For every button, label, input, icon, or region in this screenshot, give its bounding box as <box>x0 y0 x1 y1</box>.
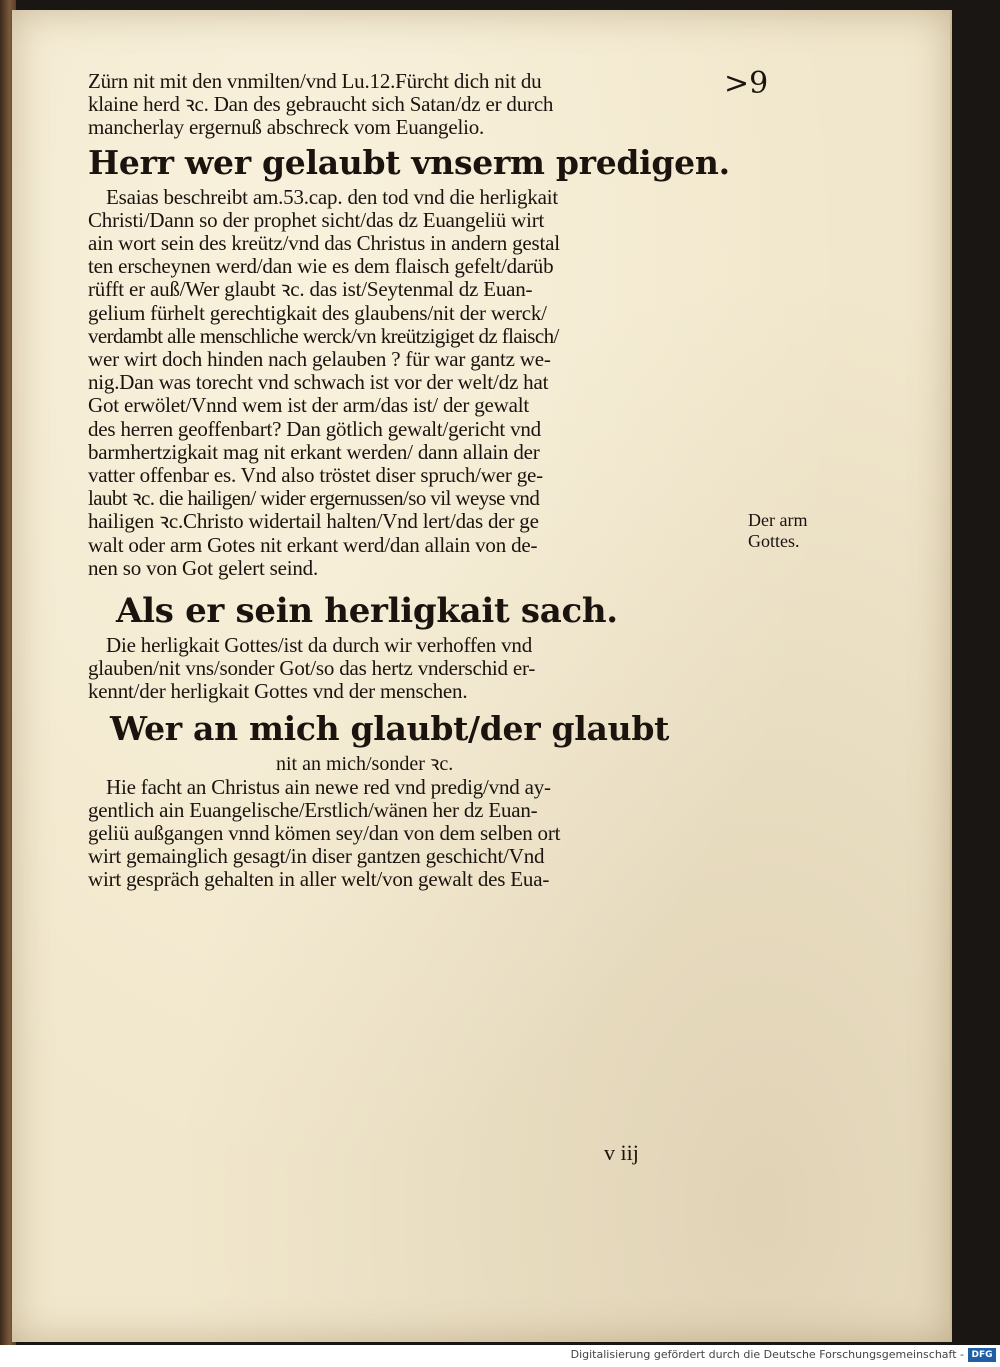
text-line: Die herligkait Gottes/ist da durch wir verhoffen vnd <box>106 633 533 658</box>
footer-bar <box>0 1345 1000 1367</box>
main-text-block <box>88 70 748 892</box>
text-line: Esaias beschreibt am.53.cap. den tod vnd die herligkait <box>106 184 559 209</box>
folio-number: >9 <box>724 66 769 101</box>
text-line: klaine herd ꝛc. Dan des gebraucht sich Satan/dz er durch <box>88 92 554 117</box>
text-line: gentlich ain Euangelische/Erstlich/wänen her dz Euan- <box>88 797 538 822</box>
text-line: wirt gespräch gehalten in aller welt/von gewalt des Eua- <box>88 867 550 892</box>
text-line: laubt ꝛc. die hailigen/ wider ergernussen/so vil weyse vnd <box>88 486 540 511</box>
text-line: vatter offenbar es. Vnd also tröstet diser spruch/wer ge- <box>88 463 543 488</box>
text-line: mancherlay ergernuß abschreck vom Euangelio. <box>88 115 485 140</box>
text-line: des herren geoffenbart? Dan götlich gewalt/gericht vnd <box>88 416 541 441</box>
text-line: Got erwölet/Vnnd wem ist der arm/das ist/ der gewalt <box>88 393 529 418</box>
section-heading-continuation: nit an mich/sonder ꝛc. <box>276 752 454 775</box>
text-line: wer wirt doch hinden nach gelauben ? für war gantz we- <box>88 347 551 372</box>
text-line: nen so von Got gelert seind. <box>88 555 319 580</box>
text-line: barmhertzigkait mag nit erkant werden/ dann allain der <box>88 439 540 464</box>
text-line: geliü außgangen vnnd kömen sey/dan von dem selben ort <box>88 821 561 846</box>
text-line: glauben/nit vns/sonder Got/so das hertz vnderschid er- <box>88 656 536 681</box>
dfg-logo: DFG <box>968 1348 996 1362</box>
signature-mark: v iij <box>604 1140 639 1165</box>
text-line: nig.Dan was torecht vnd schwach ist vor der welt/dz hat <box>88 370 549 395</box>
text-line: ain wort sein des kreütz/vnd das Christus in andern gestal <box>88 231 560 256</box>
text-line: Zürn nit mit den vnmilten/vnd Lu.12.Fürcht dich nit du <box>88 69 542 93</box>
section-heading: Herr wer gelaubt vnserm predigen. <box>88 142 730 182</box>
text-line: Hie facht an Christus ain newe red vnd predig/vnd ay- <box>106 774 551 799</box>
text-line: walt oder arm Gotes nit erkant werd/dan allain von de- <box>88 532 538 557</box>
marginal-note-line: Der arm <box>748 510 808 530</box>
text-line: Christi/Dann so der prophet sicht/das dz Euangeliü wirt <box>88 207 545 232</box>
text-line: ten erscheynen werd/dan wie es dem flaisch gefelt/darüb <box>88 254 554 279</box>
text-line: hailigen ꝛc.Christo widertail halten/Vnd lert/das der ge <box>88 509 539 534</box>
text-line: rüfft er auß/Wer glaubt ꝛc. das ist/Seytenmal dz Euan- <box>88 277 533 302</box>
text-line: verdambt alle menschliche werck/vn kreützigiget dz flaisch/ <box>88 323 559 348</box>
section-heading: Wer an mich glaubt/der glaubt <box>110 708 670 748</box>
section-heading: Als er sein herligkait sach. <box>116 591 618 632</box>
text-line: gelium fürhelt gerechtigkait des glaubens/nit der werck/ <box>88 300 547 325</box>
marginal-note-line: Gottes. <box>748 531 800 551</box>
text-line: kennt/der herligkait Gottes vnd der menschen. <box>88 679 468 704</box>
text-line: wirt gemainglich gesagt/in diser gantzen geschicht/Vnd <box>88 844 545 869</box>
funding-credit: Digitalisierung gefördert durch die Deutsche Forschungsgemeinschaft - <box>570 1348 964 1361</box>
marginal-note <box>748 510 858 552</box>
